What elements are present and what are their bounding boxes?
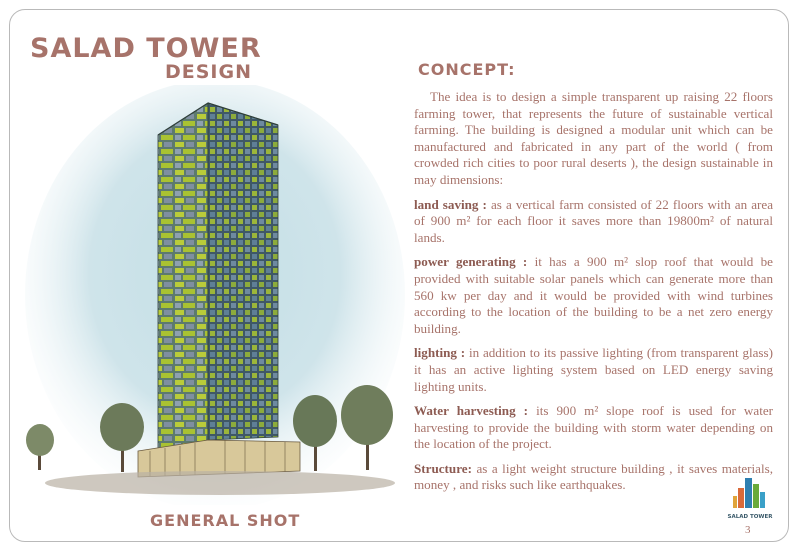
tower-illustration (20, 85, 410, 505)
section-text: as a vertical farm consisted of 22 floors with an area of 900 m² for each floor it saves more than 19800m² of natural lands. (414, 196, 774, 245)
ground (45, 471, 395, 495)
section-term: land saving : (414, 196, 487, 212)
section-text: it has a 900 m² slop roof that would be provided with suitable solar panels which can generate more than 560 kw per day and it would be provided with wind turbines according to the location of the building to be a net zero energy building. (414, 254, 773, 336)
concept-heading: CONCEPT: (418, 60, 516, 79)
tree-left-small (26, 424, 54, 470)
page-subtitle: DESIGN (165, 61, 253, 83)
logo-text: SALAD TOWER (727, 514, 773, 520)
section-text: its 900 m² slope roof is used for water harvesting to provide the building with storm water depending on the location of the project. (414, 403, 773, 452)
concept-body (414, 89, 773, 502)
salad-tower-logo (725, 470, 775, 522)
section-term: power generating : (414, 254, 528, 270)
section-term: lighting : (414, 345, 466, 361)
section-structure (414, 461, 773, 494)
section-text: in addition to its passive lighting (from transparent glass) it has an active lighting system based on LED energy saving lighting units. (414, 345, 773, 394)
tower-right-face (208, 103, 278, 440)
intro-paragraph: The idea is to design a simple transparent up raising 22 floors farming tower, that represents the future of sustainable vertical farming. The building is designed a modular unit which can be manufactured and fabricated in any part of the world ( from crowded rich cities to poor rural deserts ), the design sustainable in may dimensions: (414, 89, 773, 187)
section-lighting (414, 345, 773, 395)
page-title: SALAD TOWER (30, 33, 262, 64)
tower-left-face (158, 103, 208, 451)
section-power-generating (414, 254, 773, 337)
section-land-saving (414, 197, 773, 247)
section-term: Structure: (414, 460, 472, 476)
page-number: 3 (745, 524, 751, 536)
section-water-harvesting (414, 403, 773, 453)
section-text: as a light weight structure building , it saves materials, money , and risks such like earthquakes. (414, 460, 773, 493)
section-term: Water harvesting : (414, 403, 529, 419)
illustration-caption: GENERAL SHOT (150, 511, 301, 530)
tree-right-far (341, 385, 393, 470)
